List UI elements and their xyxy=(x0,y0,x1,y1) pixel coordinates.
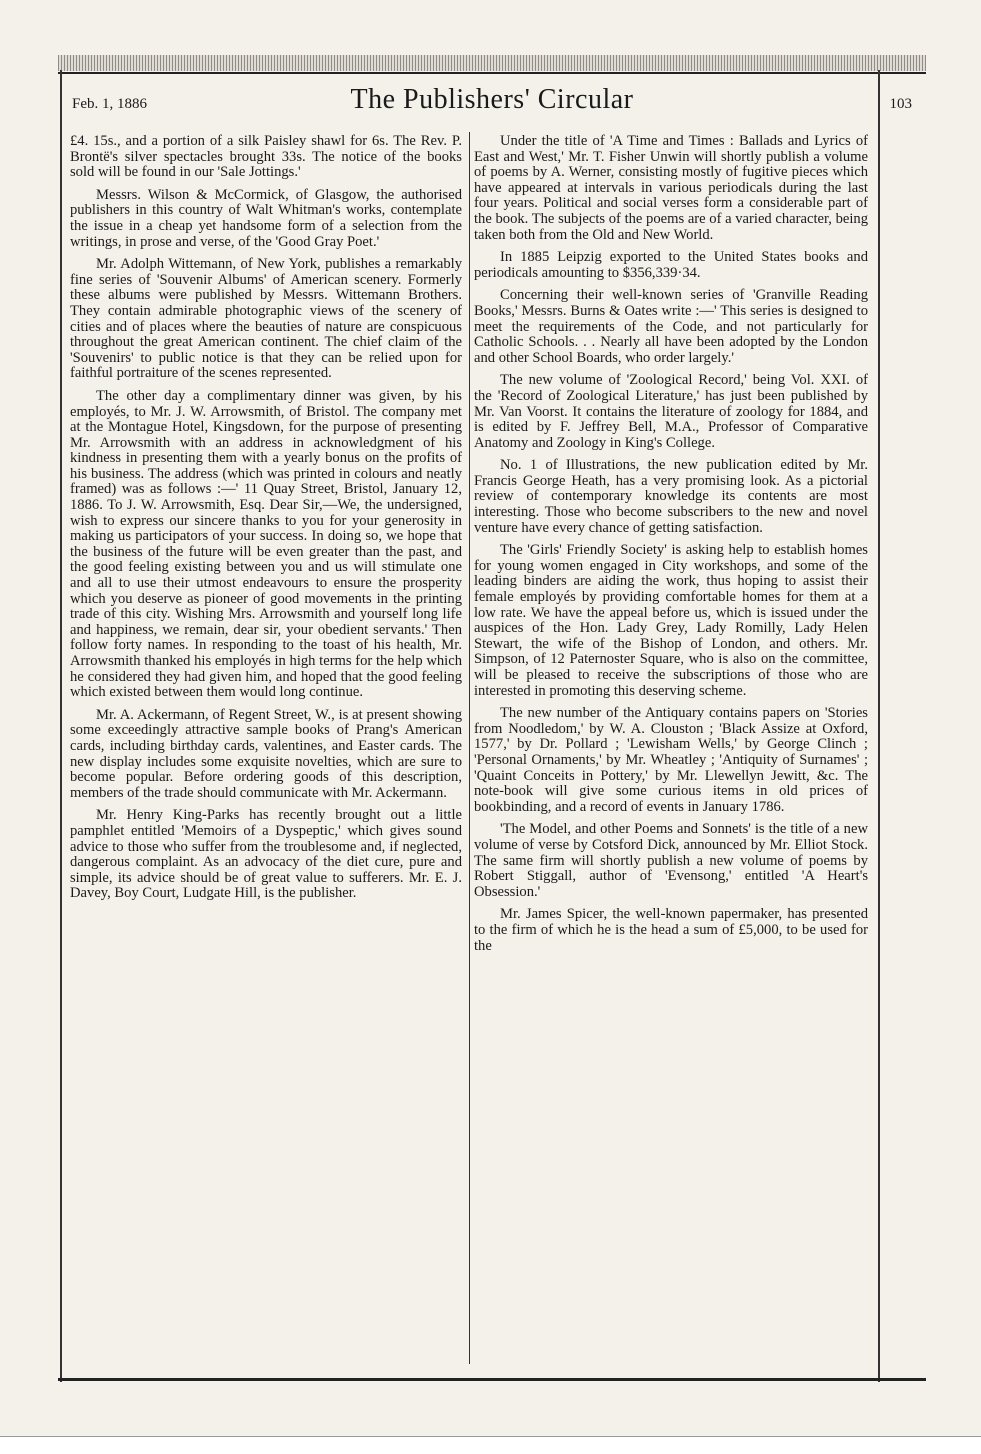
paragraph: The new volume of 'Zoological Record,' being Vol. XXI. of the 'Record of Zoological Literature,' has just been published by Mr. Van Voorst. It contains the literature of zoology for 1884, and is edited by F. Jeffrey Bell, M.A., Professor of Comparative Anatomy and Zoology in King's College. xyxy=(474,372,868,451)
paragraph: No. 1 of Illustrations, the new publication edited by Mr. Francis George Heath, has a very promising look. As a pictorial review of contemporary knowledge its contents are most interesting. Those who become subscribers to the new and novel venture have every chance of getting satisfaction. xyxy=(474,457,868,536)
page-header xyxy=(72,84,912,124)
bottom-rule xyxy=(58,1378,926,1381)
issue-date: Feb. 1, 1886 xyxy=(72,96,147,112)
paragraph: 'The Model, and other Poems and Sonnets' is the title of a new volume of verse by Cotsford Dick, announced by Mr. Elliot Stock. The same firm will shortly publish a new volume of poems by Robert Stiggall, author of 'Evensong,' entitled 'A Heart's Obsession.' xyxy=(474,821,868,900)
top-rule-line xyxy=(58,72,926,74)
paragraph: Concerning their well-known series of 'Granville Reading Books,' Messrs. Burns & Oates write :—' This series is designed to meet the requirements of the Code, and not particularly for Catholic Schools. . . Nearly all have been adopted by the London and other School Boards, who order largely.' xyxy=(474,287,868,366)
paragraph: The other day a complimentary dinner was given, by his employés, to Mr. J. W. Arrowsmith, of Bristol. The company met at the Montague Hotel, Kingsdown, for the purpose of presenting Mr. Arrowsmith with an address in acknowledgment of his kindness in presenting them with a yearly bonus on the profits of his business. The address (which was printed in colours and neatly framed) was as follows :—' 11 Quay Street, Bristol, January 12, 1886. To J. W. Arrowsmith, Esq. Dear Sir,—We, the undersigned, wish to express our sincere thanks to you for your generosity in making us participators of your success. In doing so, we hope that the business of the future will be even greater than the past, and the good feeling existing between you and us will stimulate one and all to use their utmost endeavours to ensure the prosperity which you deserve as pioneer of good movements in the printing trade of this city. Wishing Mrs. Arrowsmith and yourself long life and happiness, we remain, dear sir, your obedient servants.' Then follow forty names. In responding to the toast of his health, Mr. Arrowsmith thanked his employés in high terms for the help which he considered they had given him, and hoped that the good feeling which existed between them would long continue. xyxy=(70,387,462,701)
publication-title: The Publishers' Circular xyxy=(350,84,634,115)
left-column xyxy=(70,134,462,1364)
right-frame-line xyxy=(878,70,880,1382)
paragraph: The 'Girls' Friendly Society' is asking help to establish homes for young women engaged in City workshops, and some of the leading binders are aiding the work, thus hoping to assist their female employés by providing comfortable homes for them at a low rate. We have the appeal before us, which is issued under the auspices of the Hon. Lady Grey, Lady Romilly, Lady Helen Stewart, the wife of the Bishop of London, and others. Mr. Simpson, of 12 Paternoster Square, who is also on the committee, will be pleased to receive the subscriptions of those who are interested in promoting this deserving scheme. xyxy=(474,542,868,699)
top-ornamental-rule xyxy=(58,55,926,71)
column-divider xyxy=(469,132,470,1364)
paragraph: Mr. Adolph Wittemann, of New York, publishes a remarkably fine series of 'Souvenir Albums' of American scenery. Formerly these albums were published by Messrs. Wittemann Brothers. They contain admirable photographic views of the scenery of cities and of places where the beauties of nature are conspicuous throughout the great American continent. The chief claim of the 'Souvenirs' to public notice is that they can be relied upon for faithful portraiture of the scenes represented. xyxy=(70,256,462,382)
paragraph: Messrs. Wilson & McCormick, of Glasgow, the authorised publishers in this country of Walt Whitman's works, contemplate the issue in a cheap yet handsome form of a selection from the writings, in prose and verse, of the 'Good Gray Poet.' xyxy=(70,186,462,250)
paragraph: Under the title of 'A Time and Times : Ballads and Lyrics of East and West,' Mr. T. Fisher Unwin will shortly publish a volume of poems by A. Werner, consisting mostly of fugitive pieces which have appeared at intervals in various periodicals during the last four years. Political and social verses form a considerable part of the book. The subjects of the poems are of a varied character, being taken both from the Old and New World. xyxy=(474,134,868,243)
paragraph: Mr. Henry King-Parks has recently brought out a little pamphlet entitled 'Memoirs of a Dyspeptic,' which gives sound advice to those who suffer from the troublesome and, if neglected, dangerous complaint. As an advocacy of the diet cure, pure and simple, its advice should be of great value to sufferers. Mr. E. J. Davey, Boy Court, Ludgate Hill, is the publisher. xyxy=(70,807,462,902)
paragraph: £4. 15s., and a portion of a silk Paisley shawl for 6s. The Rev. P. Brontë's silver spectacles brought 33s. The notice of the books sold will be found in our 'Sale Jottings.' xyxy=(70,134,462,181)
paragraph: Mr. A. Ackermann, of Regent Street, W., is at present showing some exceedingly attractive sample books of Prang's American cards, including birthday cards, valentines, and Easter cards. The new display includes some exquisite novelties, which are sure to become popular. Before ordering goods of this description, members of the trade should communicate with Mr. Ackermann. xyxy=(70,706,462,801)
left-frame-line xyxy=(60,70,62,1382)
bottom-band xyxy=(0,1436,981,1454)
paragraph: Mr. James Spicer, the well-known papermaker, has presented to the firm of which he is the head a sum of £5,000, to be used for the xyxy=(474,906,868,954)
paragraph: In 1885 Leipzig exported to the United States books and periodicals amounting to $356,339·34. xyxy=(474,249,868,281)
paragraph: The new number of the Antiquary contains papers on 'Stories from Noodledom,' by W. A. Clouston ; 'Black Assize at Oxford, 1577,' by Dr. Pollard ; 'Lewisham Wells,' by George Clinch ; 'Personal Ornaments,' by Mr. Wheatley ; 'Antiquity of Surnames' ; 'Quaint Conceits in Pottery,' by Mr. Llewellyn Jewitt, &c. The note-book will give some curious items in old prices of bookbinding, and a record of events in January 1786. xyxy=(474,705,868,815)
right-column xyxy=(474,134,868,1364)
page-number: 103 xyxy=(889,96,912,112)
